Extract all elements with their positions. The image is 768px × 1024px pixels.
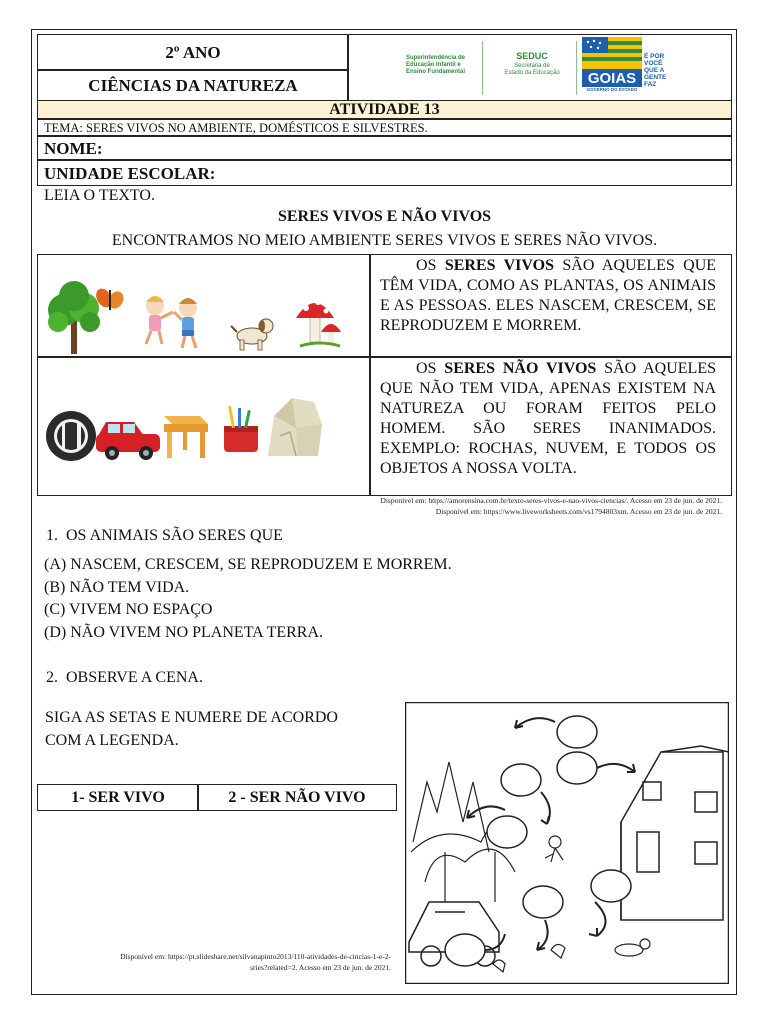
children-icon <box>146 296 197 348</box>
q1-option-a[interactable]: (A) NASCEM, CRESCEM, SE REPRODUZEM E MORREM. <box>44 556 452 573</box>
q2-source-1: Disponível em: https://pt.slideshare.net/silvanapinto2013/110-atividades-de-cincias-1-e-2- <box>120 952 391 961</box>
q2-prompt: 2. OBSERVE A CENA. <box>46 669 203 686</box>
q1-option-d[interactable]: (D) NÃO VIVEM NO PLANETA TERRA. <box>44 624 324 641</box>
theme-label: TEMA: SERES VIVOS NO AMBIENTE, DOMÉSTICOS E SILVESTRES. <box>44 121 428 135</box>
seduc-logo <box>490 51 574 77</box>
q1-option-c[interactable]: (C) VIVEM NO ESPAÇO <box>44 601 213 618</box>
living-term: SERES VIVOS <box>444 257 554 274</box>
living-description: OS SERES VIVOS SÃO AQUELES QUE TÊM VIDA, COMO AS PLANTAS, OS ANIMAIS E AS PESSOAS. ELES NASCEM, CRESCEM, SE REPRODUZEM E MORREM. <box>380 257 717 334</box>
living-illustrations <box>40 280 360 358</box>
logo-strip <box>404 37 672 98</box>
seduc-title: SEDUC <box>516 51 548 61</box>
superintendencia-logo: Superintendência de Educação Infantil e Ensino Fundamental <box>406 55 466 75</box>
q1-prompt: 1. OS ANIMAIS SÃO SERES QUE <box>46 527 283 544</box>
goias-wordmark: GOIAS <box>587 70 637 87</box>
reading-instruction: LEIA O TEXTO. <box>44 187 155 204</box>
reading-title: SERES VIVOS E NÃO VIVOS <box>277 208 492 225</box>
q2-instruction-2: COM A LEGENDA. <box>45 732 179 749</box>
goias-slogan: É POR VOCÊ QUE A GENTE FAZ <box>644 53 667 88</box>
table-icon <box>164 416 208 458</box>
subject-label: CIÊNCIAS DA NATUREZA <box>88 75 298 95</box>
grade-label: 2º ANO <box>165 42 221 62</box>
legend-nonliving: 2 - SER NÃO VIVO <box>197 784 397 811</box>
plate-icon <box>46 411 96 461</box>
source-1: Disponível em: https://amorensina.com.br/texto-seres-vivos-e-nao-vivos-ciencias/. Acesso em 23 de jun. de 2021. <box>380 496 722 505</box>
activity-band <box>37 100 732 120</box>
gov-wordmark: GOVERNO DO ESTADO <box>586 87 638 92</box>
activity-title: ATIVIDADE 13 <box>329 101 440 118</box>
logo-divider <box>482 41 483 95</box>
scene-illustration <box>405 702 729 984</box>
goias-flag-icon <box>582 37 642 93</box>
rock-icon <box>268 398 322 456</box>
source-2: Disponível em: https://www.liveworksheets.com/vs1794803xm. Acesso em 23 de jun. de 2021. <box>435 507 722 516</box>
name-label: NOME: <box>44 139 103 158</box>
nonliving-description: OS SERES NÃO VIVOS SÃO AQUELES QUE NÃO TEM VIDA, APENAS EXISTEM NA NATUREZA OU FORAM FEITOS PELO HOMEM. SÃO SERES INANIMADOS. EXEMPLO: ROCHAS, NUVEM, E TODOS OS OBJETOS A NOSSA VOLTA. <box>380 360 717 477</box>
q1-option-b[interactable]: (B) NÃO TEM VIDA. <box>44 579 190 596</box>
nonliving-term: SERES NÃO VIVOS <box>444 360 597 377</box>
name-field[interactable] <box>37 135 732 161</box>
logo-divider-2 <box>576 41 577 95</box>
pencil-case-icon <box>224 406 258 452</box>
tree-icon <box>48 281 100 354</box>
legend-living: 1- SER VIVO <box>37 784 199 811</box>
grade-cell <box>37 34 349 71</box>
school-label: UNIDADE ESCOLAR: <box>44 164 216 183</box>
q2-source-2: sries?related=2. Acesso em 23 de jun. de 2021. <box>250 963 391 972</box>
q2-instruction-1: SIGA AS SETAS E NUMERE DE ACORDO <box>45 709 338 726</box>
nonliving-illustrations <box>40 376 330 472</box>
car-icon <box>96 422 160 460</box>
subject-cell <box>37 69 349 102</box>
mushroom-icon <box>296 299 341 346</box>
dog-icon <box>231 319 273 350</box>
reading-intro: ENCONTRAMOS NO MEIO AMBIENTE SERES VIVOS E SERES NÃO VIVOS. <box>111 232 658 249</box>
seduc-subtitle: Secretaria de Estado da Educação <box>504 63 560 76</box>
school-field[interactable] <box>37 159 732 186</box>
